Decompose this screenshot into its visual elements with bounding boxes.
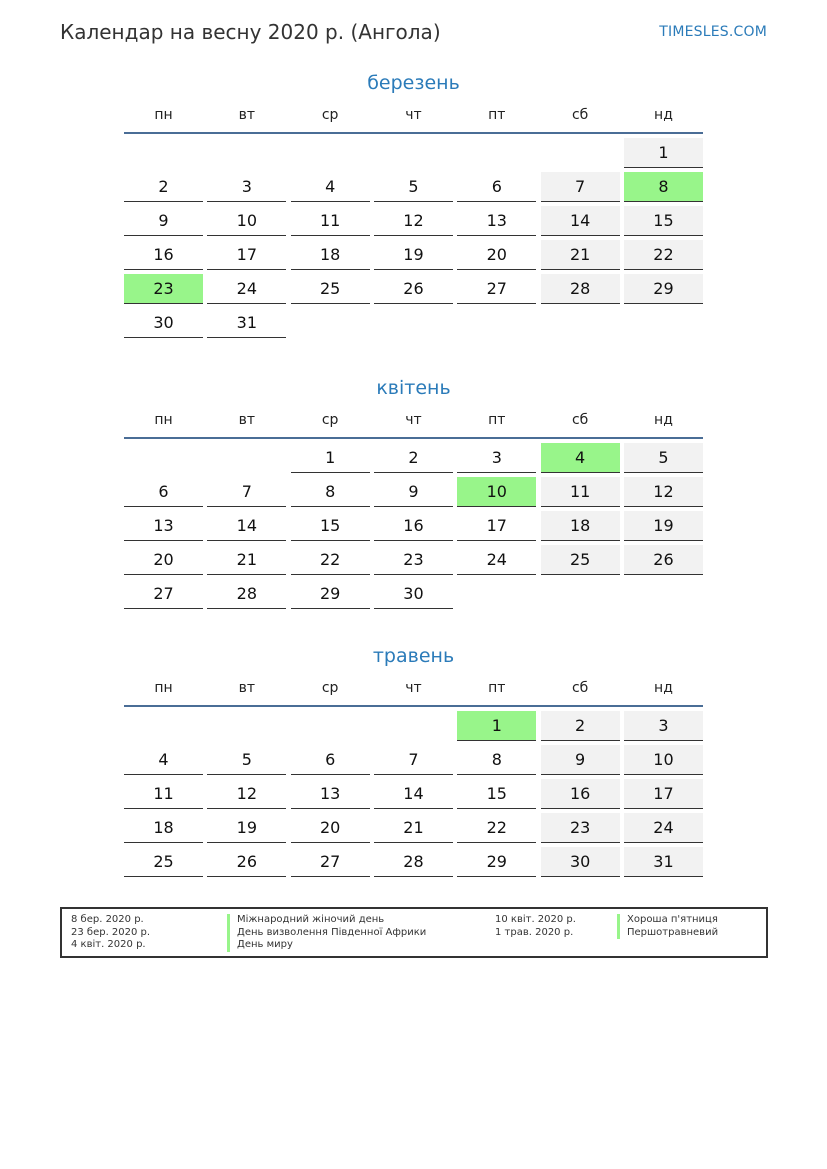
day-cell: 12 [374,206,453,236]
day-cell: 22 [624,240,703,270]
day-cell: 21 [207,545,286,575]
legend-holiday-name: Першотравневий [617,927,718,940]
legend-dates-right [495,914,576,939]
weeks-grid [124,138,703,338]
day-cell: 14 [207,511,286,541]
day-cell: 31 [207,308,286,338]
header-divider [124,437,703,439]
empty-day-cell [291,308,370,338]
weekday-label: ср [321,412,339,428]
legend-names-left [227,914,426,952]
weekday-label: вт [238,680,256,696]
day-cell: 6 [291,745,370,775]
empty-day-cell [124,711,203,741]
weekday-label: ср [321,107,339,123]
day-cell: 9 [124,206,203,236]
day-cell: 24 [457,545,536,575]
empty-day-cell [541,579,620,609]
day-cell: 23 [124,274,203,304]
day-cell: 5 [624,443,703,473]
day-cell: 11 [541,477,620,507]
week-row [124,240,703,270]
legend-names-right [617,914,718,939]
empty-day-cell [291,711,370,741]
day-cell: 25 [291,274,370,304]
week-row [124,274,703,304]
day-cell: 3 [207,172,286,202]
day-cell: 17 [457,511,536,541]
day-cell: 6 [124,477,203,507]
day-cell: 11 [124,779,203,809]
legend-date: 10 квіт. 2020 р. [495,914,576,925]
legend-holiday-name: День миру [227,939,426,952]
day-cell: 8 [291,477,370,507]
empty-day-cell [541,308,620,338]
day-cell: 16 [124,240,203,270]
day-cell: 8 [457,745,536,775]
weeks-grid [124,711,703,877]
day-cell: 27 [124,579,203,609]
day-cell: 8 [624,172,703,202]
day-cell: 18 [541,511,620,541]
month-march [124,68,703,338]
legend-holiday-name: День визволення Південної Африки [227,927,426,940]
day-cell: 25 [541,545,620,575]
weekday-label: сб [571,107,589,123]
week-row [124,711,703,741]
legend-dates-left [71,914,150,952]
empty-day-cell [541,138,620,168]
day-cell: 4 [124,745,203,775]
week-row [124,511,703,541]
day-cell: 9 [541,745,620,775]
weekday-label: чт [405,680,422,696]
day-cell: 19 [207,813,286,843]
empty-day-cell [624,308,703,338]
header-divider [124,705,703,707]
day-cell: 20 [124,545,203,575]
day-cell: 27 [291,847,370,877]
weekday-label: нд [654,680,673,696]
month-title: травень [372,645,455,667]
day-cell: 13 [291,779,370,809]
day-cell: 12 [207,779,286,809]
weekday-header [124,106,703,124]
weekday-label: пн [154,412,173,428]
day-cell: 1 [291,443,370,473]
day-cell: 5 [207,745,286,775]
week-row [124,545,703,575]
empty-day-cell [457,308,536,338]
legend-holiday-name: Міжнародний жіночий день [227,914,426,927]
empty-day-cell [374,138,453,168]
day-cell: 13 [457,206,536,236]
day-cell: 2 [124,172,203,202]
day-cell: 14 [541,206,620,236]
day-cell: 18 [124,813,203,843]
empty-day-cell [124,138,203,168]
week-row [124,847,703,877]
weekday-label: сб [571,680,589,696]
day-cell: 30 [124,308,203,338]
day-cell: 10 [624,745,703,775]
legend-holiday-name: Хороша п'ятниця [617,914,718,927]
week-row [124,206,703,236]
empty-day-cell [624,579,703,609]
day-cell: 13 [124,511,203,541]
weekday-label: вт [238,107,256,123]
day-cell: 21 [541,240,620,270]
empty-day-cell [374,711,453,741]
month-title: квітень [376,377,451,399]
day-cell: 29 [624,274,703,304]
day-cell: 15 [291,511,370,541]
day-cell: 3 [624,711,703,741]
day-cell: 20 [291,813,370,843]
empty-day-cell [374,308,453,338]
day-cell: 2 [374,443,453,473]
day-cell: 14 [374,779,453,809]
weekday-label: пт [488,107,506,123]
day-cell: 17 [207,240,286,270]
day-cell: 19 [374,240,453,270]
day-cell: 26 [207,847,286,877]
week-row [124,813,703,843]
day-cell: 22 [457,813,536,843]
week-row [124,579,703,609]
week-row [124,308,703,338]
day-cell: 7 [207,477,286,507]
day-cell: 1 [457,711,536,741]
day-cell: 28 [207,579,286,609]
day-cell: 26 [624,545,703,575]
day-cell: 30 [374,579,453,609]
day-cell: 12 [624,477,703,507]
month-title: березень [367,72,460,94]
day-cell: 29 [457,847,536,877]
day-cell: 26 [374,274,453,304]
day-cell: 11 [291,206,370,236]
day-cell: 20 [457,240,536,270]
empty-day-cell [124,443,203,473]
day-cell: 24 [624,813,703,843]
page-title: Календар на весну 2020 р. (Ангола) [60,20,441,44]
weekday-label: чт [405,412,422,428]
holiday-legend [60,907,768,958]
week-row [124,138,703,168]
day-cell: 25 [124,847,203,877]
empty-day-cell [291,138,370,168]
week-row [124,443,703,473]
weekday-label: ср [321,680,339,696]
empty-day-cell [207,711,286,741]
empty-day-cell [457,579,536,609]
empty-day-cell [207,443,286,473]
day-cell: 16 [374,511,453,541]
header-divider [124,132,703,134]
empty-day-cell [457,138,536,168]
day-cell: 30 [541,847,620,877]
legend-date: 4 квіт. 2020 р. [71,939,146,950]
legend-date: 23 бер. 2020 р. [71,926,151,938]
weekday-label: пн [154,680,173,696]
week-row [124,477,703,507]
legend-date: 8 бер. 2020 р. [71,914,144,925]
empty-day-cell [207,138,286,168]
legend-date: 1 трав. 2020 р. [495,926,574,938]
day-cell: 18 [291,240,370,270]
day-cell: 15 [457,779,536,809]
weekday-label: пн [154,107,173,123]
month-may [124,641,703,877]
week-row [124,745,703,775]
day-cell: 27 [457,274,536,304]
weekday-label: нд [654,107,673,123]
day-cell: 15 [624,206,703,236]
weekday-label: сб [571,412,589,428]
site-link[interactable]: TIMESLES.COM [659,24,767,40]
day-cell: 6 [457,172,536,202]
month-april [124,373,703,609]
day-cell: 3 [457,443,536,473]
day-cell: 10 [207,206,286,236]
weekday-label: нд [654,412,673,428]
week-row [124,779,703,809]
day-cell: 24 [207,274,286,304]
day-cell: 28 [541,274,620,304]
day-cell: 23 [374,545,453,575]
day-cell: 22 [291,545,370,575]
day-cell: 10 [457,477,536,507]
weekday-header [124,411,703,429]
day-cell: 2 [541,711,620,741]
weekday-label: пт [488,680,506,696]
day-cell: 4 [291,172,370,202]
day-cell: 9 [374,477,453,507]
day-cell: 21 [374,813,453,843]
weekday-header [124,679,703,697]
day-cell: 4 [541,443,620,473]
week-row [124,172,703,202]
weekday-label: чт [405,107,422,123]
day-cell: 19 [624,511,703,541]
weeks-grid [124,443,703,609]
day-cell: 28 [374,847,453,877]
day-cell: 17 [624,779,703,809]
weekday-label: вт [238,412,256,428]
day-cell: 16 [541,779,620,809]
day-cell: 7 [541,172,620,202]
day-cell: 31 [624,847,703,877]
day-cell: 23 [541,813,620,843]
day-cell: 7 [374,745,453,775]
day-cell: 1 [624,138,703,168]
weekday-label: пт [488,412,506,428]
day-cell: 29 [291,579,370,609]
day-cell: 5 [374,172,453,202]
